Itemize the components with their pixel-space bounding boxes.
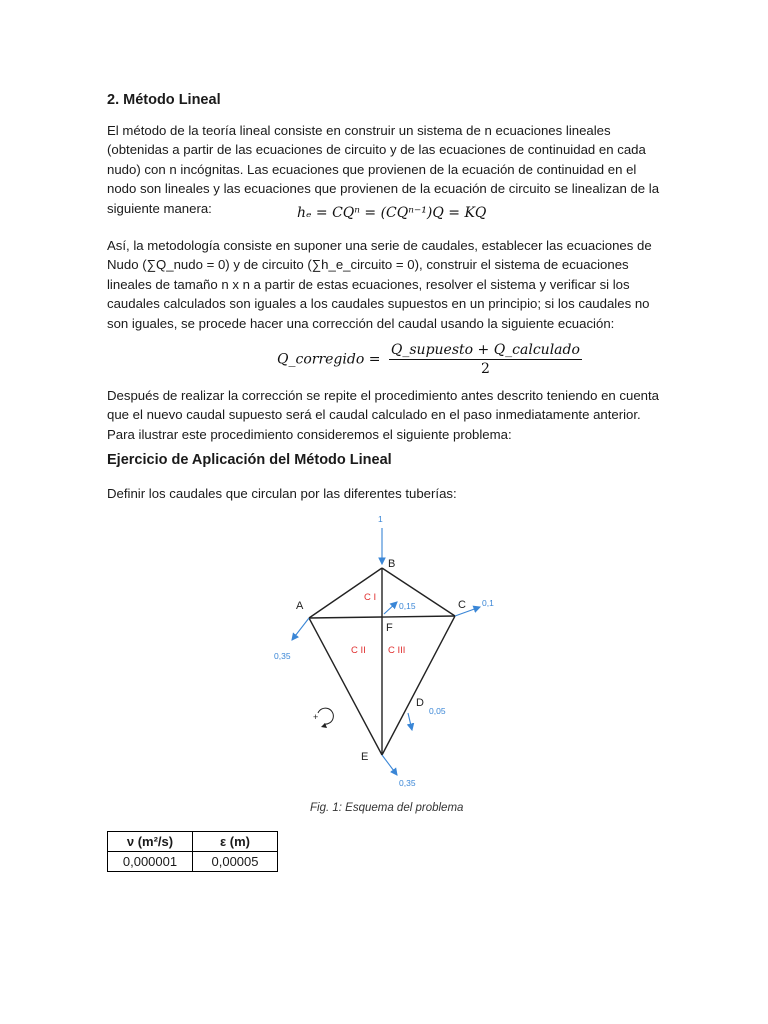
correction-fraction [389, 342, 582, 377]
intro-paragraph: El método de la teoría lineal consiste en construir un sistema de n ecuaciones lineales (obtenidas a partir de las ecuaciones de circuito y de las ecuaciones de continuidad en cada nudo) con n incógnitas. Las ecuaciones que provienen de la ecuación de continuidad en el nodo son lineales y las ecuaciones que provienen de la ecuación de circuito se linealizan de la siguiente manera: [107, 123, 660, 216]
outflow-arrow-d [408, 713, 412, 730]
loop-direction-icon [313, 708, 333, 728]
pipe-ce [382, 616, 455, 755]
table-header-row [108, 832, 278, 852]
circuit-label-3: C III [388, 645, 406, 656]
header-viscosity: ν (m²/s) [108, 832, 193, 852]
node-label-e: E [361, 751, 369, 763]
correction-denominator: 2 [480, 361, 490, 377]
outflow-value-c: 0,1 [482, 598, 494, 608]
node-label-b: B [388, 558, 396, 570]
linearization-equation: hₑ = CQⁿ = (CQⁿ⁻¹)Q = KQ [297, 205, 487, 221]
pipe-ae [309, 618, 382, 755]
cell-roughness: 0,00005 [193, 852, 278, 872]
outflow-value-a: 0,35 [274, 651, 291, 661]
section-heading: 2. Método Lineal [107, 92, 221, 108]
pipe-network [309, 568, 455, 755]
header-roughness: ε (m) [193, 832, 278, 852]
node-label-a: A [296, 600, 304, 612]
node-label-f: F [386, 622, 393, 634]
table-row [108, 852, 278, 872]
outflow-arrow-a [292, 618, 309, 640]
circuit-labels [351, 592, 405, 656]
procedure-paragraph: Después de realizar la corrección se repite el procedimiento antes descrito teniendo en cuenta que el nuevo caudal supuesto será el caudal calculado en el paso inmediatamente anterior. Para ilustrar este procedimiento consideremos el siguiente problema: [107, 388, 659, 442]
outflow-arrow-e [382, 755, 397, 775]
node-label-d: D [416, 697, 424, 709]
fluid-properties-table [107, 831, 278, 872]
flow-value-f: 0,15 [399, 601, 416, 611]
methodology-paragraph: Así, la metodología consiste en suponer una serie de caudales, establecer las ecuaciones de Nudo (∑Q_nudo = 0) y de circuito (∑h_e_circuito = 0), construir el sistema de ecuaciones lineales de tamaño n x n a partir de estas ecuaciones, resolver el sistema y verificar si los caudales calculados son iguales a los caudales supuestos en un principio; si los caudales no son iguales, se procede hacer una corrección del caudal usando la siguiente ecuación: [107, 238, 652, 331]
exercise-heading: Ejercicio de Aplicación del Método Lineal [107, 452, 392, 468]
outflow-value-e: 0,35 [399, 778, 416, 788]
correction-lhs: Q_corregido = [277, 351, 381, 368]
figure-caption: Fig. 1: Esquema del problema [310, 802, 464, 814]
circuit-label-1: C I [364, 592, 377, 603]
inflow-value-b: 1 [378, 514, 383, 524]
network-diagram [272, 510, 612, 790]
flow-values [274, 514, 494, 788]
flow-arrows [292, 528, 480, 775]
exercise-statement: Definir los caudales que circulan por las diferentes tuberías: [107, 486, 457, 501]
node-label-c: C [458, 599, 466, 611]
outflow-value-d: 0,05 [429, 706, 446, 716]
correction-equation [277, 342, 582, 377]
flow-arrow-f [384, 602, 397, 614]
pipe-bc [382, 568, 455, 616]
correction-numerator: Q_supuesto + Q_calculado [390, 342, 580, 358]
svg-text:+: + [313, 712, 319, 722]
cell-viscosity: 0,000001 [108, 852, 193, 872]
circuit-label-2: C II [351, 645, 366, 656]
node-labels [296, 558, 466, 763]
